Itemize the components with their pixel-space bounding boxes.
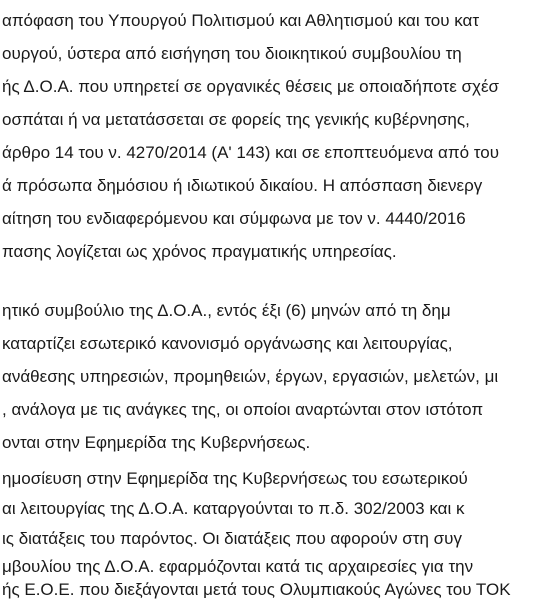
paragraph-1-line-5: άρθρο 14 του ν. 4270/2014 (Α' 143) και σε εποπτευόμενα από του bbox=[2, 143, 499, 162]
paragraph-2-line-4: , ανάλογα με τις ανάγκες της, οι οποίοι αναρτώνται στον ιστότοπ bbox=[2, 400, 484, 419]
paragraph-1-line-6: ά πρόσωπα δημόσιου ή ιδιωτικού δικαίου. Η απόσπαση διενεργ bbox=[2, 176, 483, 195]
paragraph-2-line-1: ητικό συμβούλιο της Δ.Ο.Α., εντός έξι (6) μηνών από τη δημ bbox=[2, 301, 451, 320]
paragraph-3-line-2: αι λειτουργίας της Δ.Ο.Α. καταργούνται το π.δ. 302/2003 και κ bbox=[2, 499, 465, 518]
paragraph-1-line-3: ής Δ.Ο.Α. που υπηρετεί σε οργανικές θέσεις με οποιαδήποτε σχέσ bbox=[2, 77, 500, 96]
paragraph-3-line-3: ις διατάξεις του παρόντος. Οι διατάξεις που αφορούν στη συγ bbox=[2, 529, 462, 548]
paragraph-3-line-5: ής Ε.Ο.Ε. που διεξάγονται μετά τους Ολυμπιακούς Αγώνες του ΤΟΚ bbox=[2, 580, 511, 599]
paragraph-1-line-2: ουργού, ύστερα από εισήγηση του διοικητικού συμβουλίου τη bbox=[2, 44, 462, 63]
paragraph-2-line-2: καταρτίζει εσωτερικό κανονισμό οργάνωσης και λειτουργίας, bbox=[2, 334, 453, 353]
paragraph-2-line-5: ονται στην Εφημερίδα της Κυβερνήσεως. bbox=[2, 433, 311, 452]
paragraph-2-line-3: ανάθεσης υπηρεσιών, προμηθειών, έργων, εργασιών, μελετών, μι bbox=[2, 367, 499, 386]
paragraph-1-line-8: πασης λογίζεται ως χρόνος πραγματικής υπηρεσίας. bbox=[2, 242, 397, 261]
paragraph-1-line-4: οσπάται ή να μετατάσσεται σε φορείς της γενικής κυβέρνησης, bbox=[2, 110, 470, 129]
paragraph-1-line-7: αίτηση του ενδιαφερόμενου και σύμφωνα με τον ν. 4440/2016 bbox=[2, 209, 466, 228]
paragraph-1-line-1: απόφαση του Υπουργού Πολιτισμού και Αθλητισμού και του κατ bbox=[2, 11, 480, 30]
paragraph-3-line-1: ημοσίευση στην Εφημερίδα της Κυβερνήσεως του εσωτερικού bbox=[2, 469, 468, 488]
paragraph-3-line-4: μβουλίου της Δ.Ο.Α. εφαρμόζονται κατά τις αρχαιρεσίες για την bbox=[2, 557, 474, 576]
